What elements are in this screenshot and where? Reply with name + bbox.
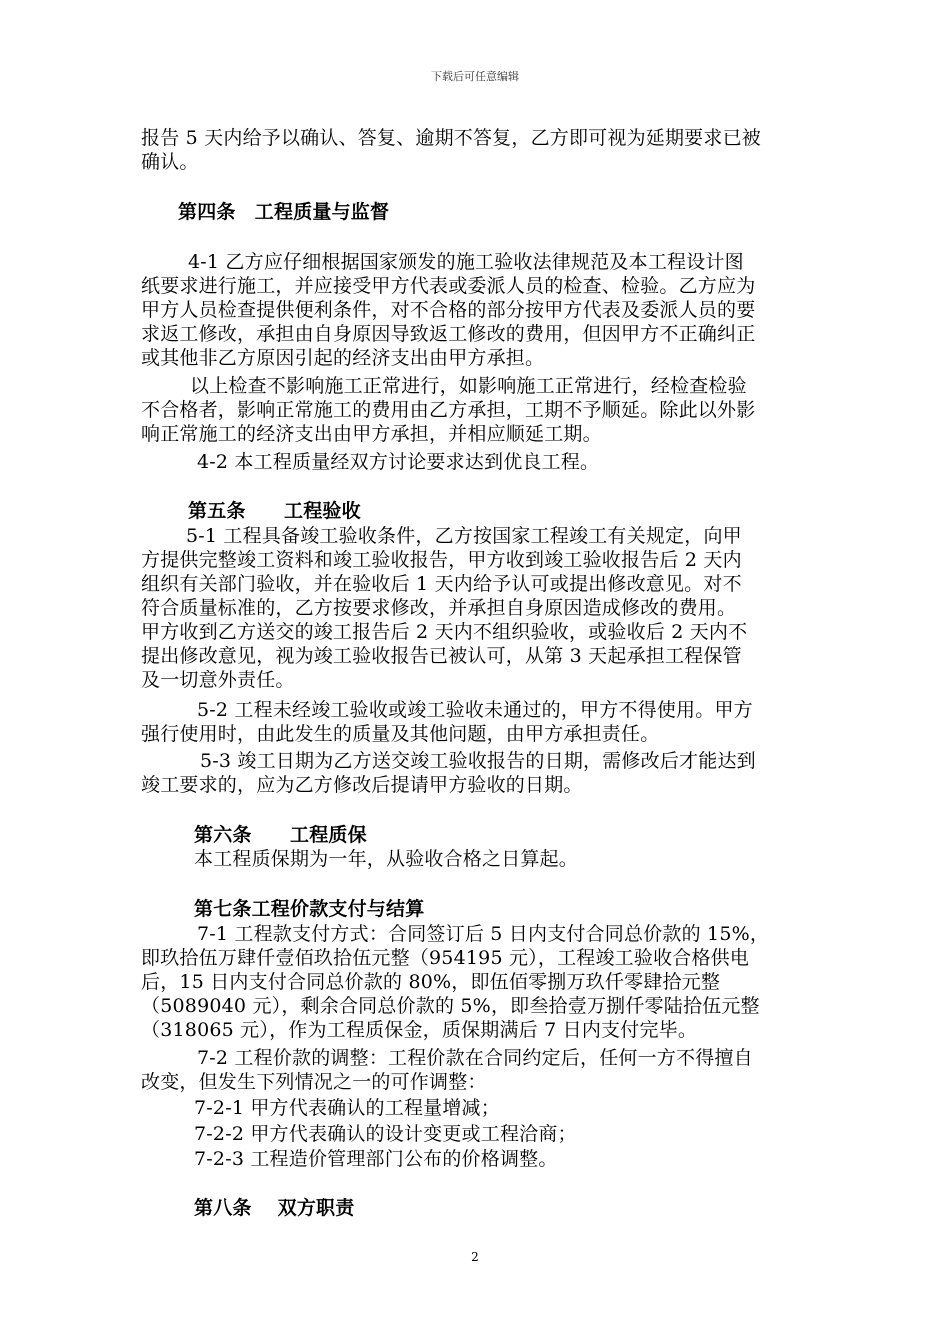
body-line: 4-2 本工程质量经双方讨论要求达到优良工程。 — [197, 451, 600, 473]
body-line: 改变，但发生下列情况之一的可作调整： — [141, 1071, 487, 1093]
body-line: 确认。 — [141, 151, 199, 173]
body-line: 响正常施工的经济支出由甲方承担，并相应顺延工期。 — [141, 423, 602, 445]
body-line: 5-1 工程具备竣工验收条件，乙方按国家工程竣工有关规定，向甲 — [186, 525, 742, 547]
body-line: 不合格者，影响正常施工的费用由乙方承担，工期不予顺延。除此以外影 — [141, 399, 756, 421]
body-line: 或其他非乙方原因引起的经济支出由甲方承担。 — [141, 347, 545, 369]
body-line: 7-2-1 甲方代表确认的工程量增减； — [194, 1097, 500, 1119]
body-line: 7-1 工程款支付方式：合同签订后 5 日内支付合同总价款的 15%， — [197, 923, 770, 945]
section-heading-6: 第六条 工程质保 — [194, 824, 367, 846]
section-heading-7: 第七条工程价款支付与结算 — [194, 898, 425, 920]
section-heading-8: 第八条 双方职责 — [194, 1197, 355, 1219]
body-line: 5-2 工程未经竣工验收或竣工验收未通过的，甲方不得使用。甲方 — [197, 699, 753, 721]
body-line: 求返工修改，承担由自身原因导致返工修改的费用，但因甲方不正确纠正 — [141, 323, 756, 345]
body-line: 提出修改意见，视为竣工验收报告已被认可，从第 3 天起承担工程保管 — [141, 645, 742, 667]
section-heading-5: 第五条 工程验收 — [188, 500, 361, 522]
body-line: 方提供完整竣工资料和竣工验收报告，甲方收到竣工验收报告后 2 天内 — [141, 549, 742, 571]
body-line: 本工程质保期为一年，从验收合格之日算起。 — [194, 848, 579, 870]
body-line: 组织有关部门验收，并在验收后 1 天内给予认可或提出修改意见。对不 — [141, 573, 742, 595]
body-line: （318065 元），作为工程质保金，质保期满后 7 日内支付完毕。 — [141, 1019, 698, 1041]
body-line: 纸要求进行施工，并应接受甲方代表或委派人员的检查、检验。乙方应为 — [141, 275, 756, 297]
body-line: 7-2 工程价款的调整：工程价款在合同约定后，任何一方不得擅自 — [197, 1047, 753, 1069]
section-heading-4: 第四条 工程质量与监督 — [178, 201, 390, 223]
body-line: 及一切意外责任。 — [141, 669, 295, 691]
body-line: 甲方收到乙方送交的竣工报告后 2 天内不组织验收，或验收后 2 天内不 — [141, 621, 748, 643]
body-line: 4-1 乙方应仔细根据国家颁发的施工验收法律规范及本工程设计图 — [188, 251, 744, 273]
body-line: 即玖拾伍万肆仟壹佰玖拾伍元整（954195 元），工程竣工验收合格供电 — [141, 947, 750, 969]
body-line: 强行使用时，由此发生的质量及其他问题，由甲方承担责任。 — [141, 723, 660, 745]
body-line: 符合质量标准的，乙方按要求修改，并承担自身原因造成修改的费用。 — [141, 597, 737, 619]
body-line: 7-2-3 工程造价管理部门公布的价格调整。 — [194, 1148, 558, 1170]
body-line: 竣工要求的，应为乙方修改后提请甲方验收的日期。 — [141, 774, 583, 796]
body-line: 5-3 竣工日期为乙方送交竣工验收报告的日期，需修改后才能达到 — [200, 750, 756, 772]
page-number: 2 — [471, 1250, 479, 1264]
body-line: 7-2-2 甲方代表确认的设计变更或工程洽商； — [194, 1123, 577, 1145]
body-line: 甲方人员检查提供便利条件，对不合格的部分按甲方代表及委派人员的要 — [141, 299, 756, 321]
header-note: 下载后可任意编辑 — [431, 70, 519, 83]
body-line: 后，15 日内支付合同总价款的 80%，即伍佰零捌万玖仟零肆拾元整 — [141, 971, 721, 993]
body-line: 报告 5 天内给予以确认、答复、逾期不答复，乙方即可视为延期要求已被 — [141, 127, 761, 149]
body-line: 以上检查不影响施工正常进行，如影响施工正常进行，经检查检验 — [190, 375, 747, 397]
body-line: （5089040 元），剩余合同总价款的 5%，即叁拾壹万捌仟零陆拾伍元整 — [141, 995, 760, 1017]
